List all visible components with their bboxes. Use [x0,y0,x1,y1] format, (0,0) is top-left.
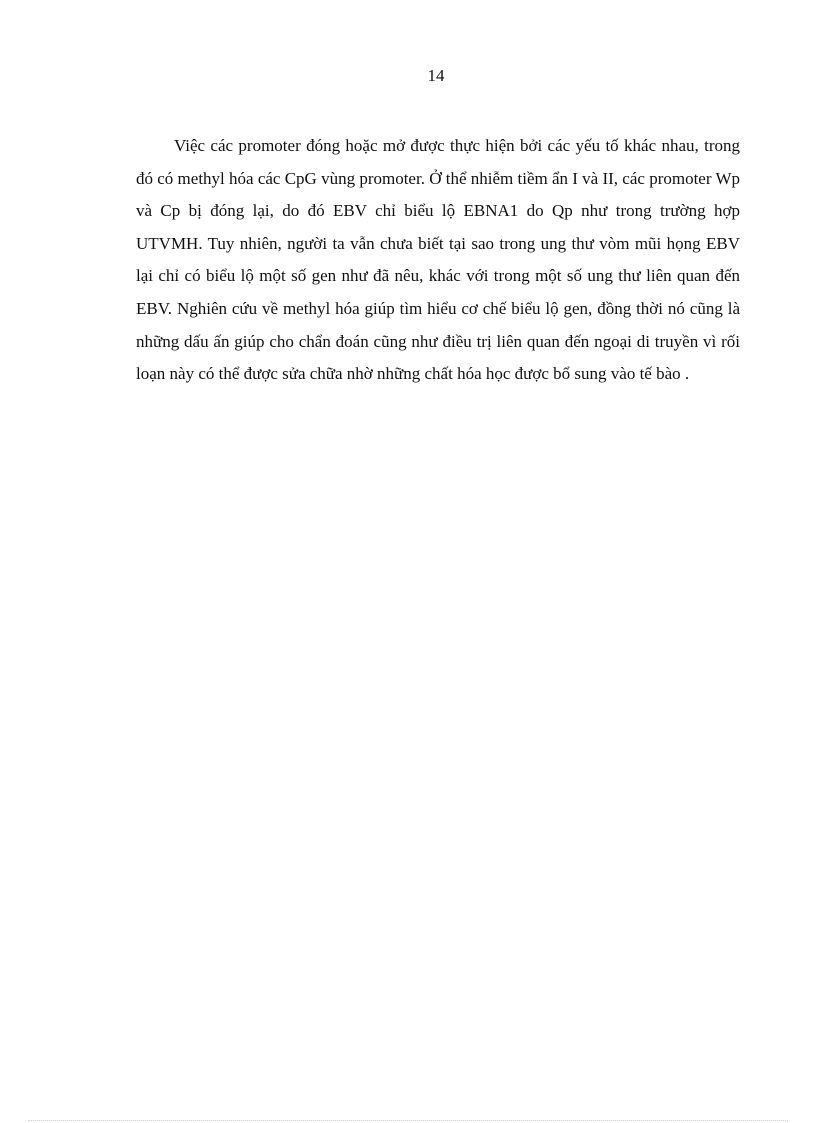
page-number: 14 [427,66,445,85]
page-bottom-divider [28,1120,788,1121]
body-paragraph: Việc các promoter đóng hoặc mở được thực hiện bởi các yếu tố khác nhau, trong đó có methyl hóa các CpG vùng promoter. Ở thể nhiễm tiềm ẩn I và II, các promoter Wp và Cp bị đóng lại, do đó EBV chỉ biểu lộ EBNA1 do Qp như trong trường hợp UTVMH. Tuy nhiên, người ta vẫn chưa biết tại sao trong ung thư vòm mũi họng EBV lại chỉ có biểu lộ một số gen như đã nêu, khác với trong một số ung thư liên quan đến EBV. Nghiên cứu về methyl hóa giúp tìm hiểu cơ chế biểu lộ gen, đồng thời nó cũng là những dấu ấn giúp cho chẩn đoán cũng như điều trị liên quan đến ngoại di truyền vì rối loạn này có thể được sửa chữa nhờ những chất hóa học được bổ sung vào tế bào . [136,136,740,384]
